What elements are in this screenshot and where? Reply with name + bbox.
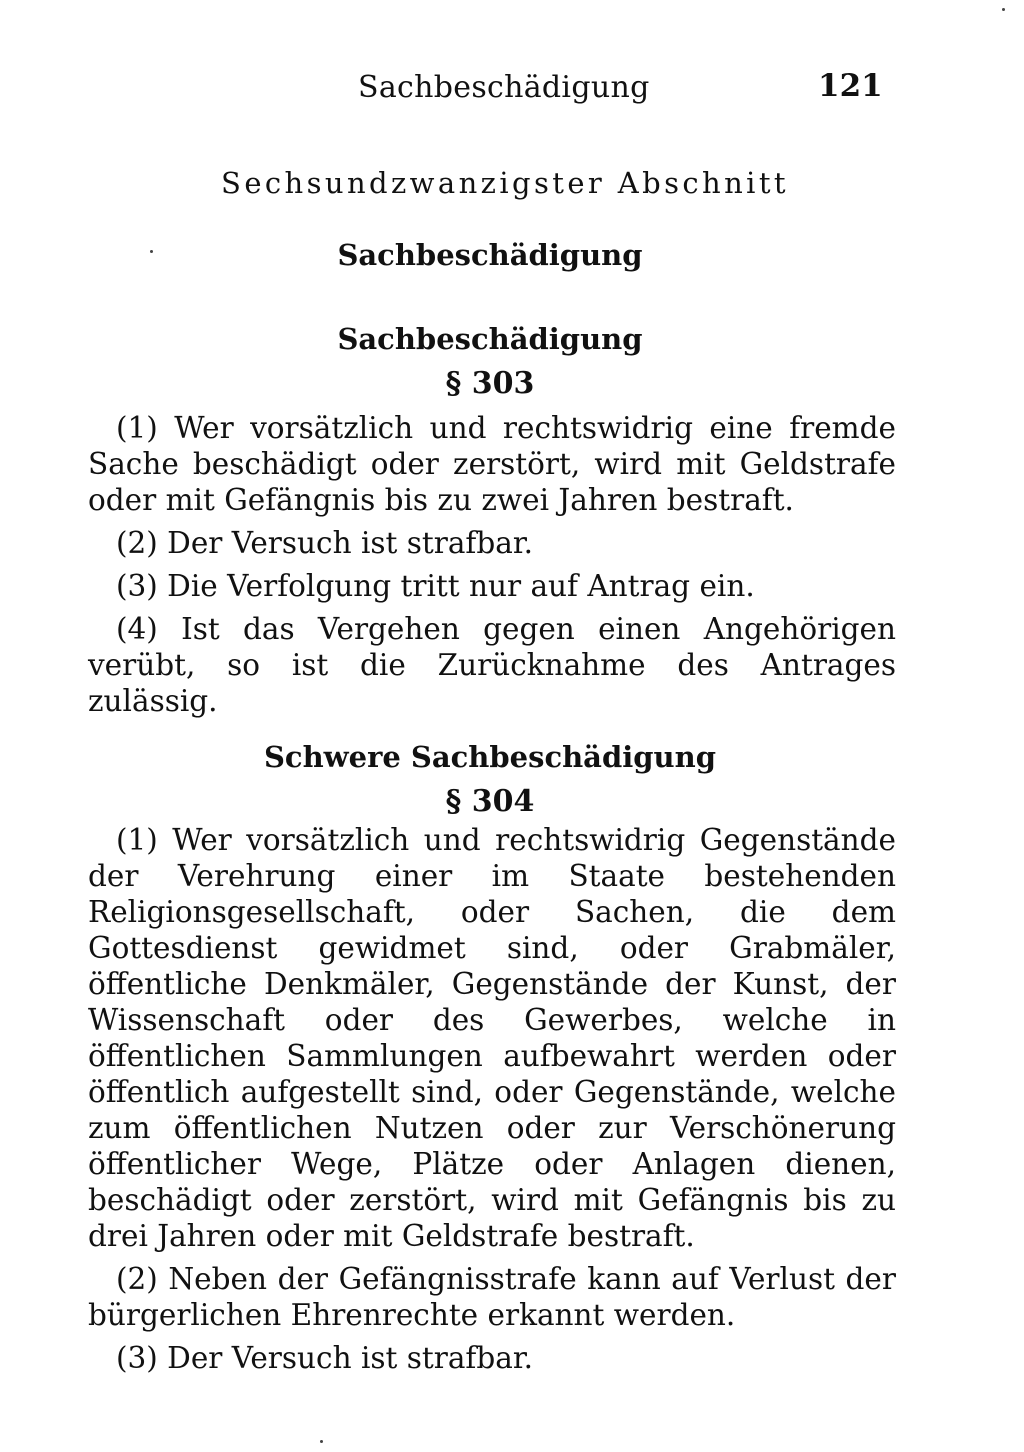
clause: (1) Wer vorsätzlich und rechtswidrig eine fremde Sache beschädigt oder zerstört, wird mit Geldstrafe oder mit Gefängnis bis zu zwei Jahren bestraft. [88,411,896,517]
paragraph-heading: Schwere Sachbeschädigung [263,740,716,774]
clause: (3) Die Verfolgung tritt nur auf Antrag ein. [116,569,755,603]
page-number: 121 [818,68,883,104]
clause: (2) Der Versuch ist strafbar. [116,526,534,560]
paragraph-body [88,410,896,726]
running-title: Sachbeschädigung [358,70,650,105]
print-speck [320,1440,323,1443]
paragraph-number: § 303 [445,366,535,401]
paragraph-number: § 304 [445,784,535,819]
clause: (1) Wer vorsätzlich und rechtswidrig Gegenstände der Verehrung einer im Staate bestehenden Religionsgesellschaft, oder Sachen, die dem Gottesdienst gewidmet sind, oder Grabmäler, öffentliche Denkmäler, Gegenstände der Kunst, der Wissenschaft oder des Gewerbes, welche in öffentlichen Sammlungen aufbewahrt werden oder öffentlich aufgestellt sind, oder Gegenstände, welche zum öffentlichen Nutzen oder zur Verschönerung öffentlicher Wege, Plätze oder Anlagen dienen, beschädigt oder zerstört, wird mit Gefängnis bis zu drei Jahren oder mit Geldstrafe bestraft. [88,823,896,1253]
clause: (4) Ist das Vergehen gegen einen Angehörigen verübt, so ist die Zurücknahme des Antrages zulässig. [88,612,896,718]
section-title: Sechsundzwanzigster Abschnitt [221,166,789,200]
clause: (3) Der Versuch ist strafbar. [116,1341,534,1375]
print-speck [1002,8,1005,11]
clause: (2) Neben der Gefängnisstrafe kann auf Verlust der bürgerlichen Ehrenrechte erkannt werden. [88,1262,896,1332]
print-speck [150,250,153,253]
paragraph-heading: Sachbeschädigung [337,322,643,356]
section-heading: Sachbeschädigung [337,238,643,272]
paragraph-body [88,822,896,1383]
